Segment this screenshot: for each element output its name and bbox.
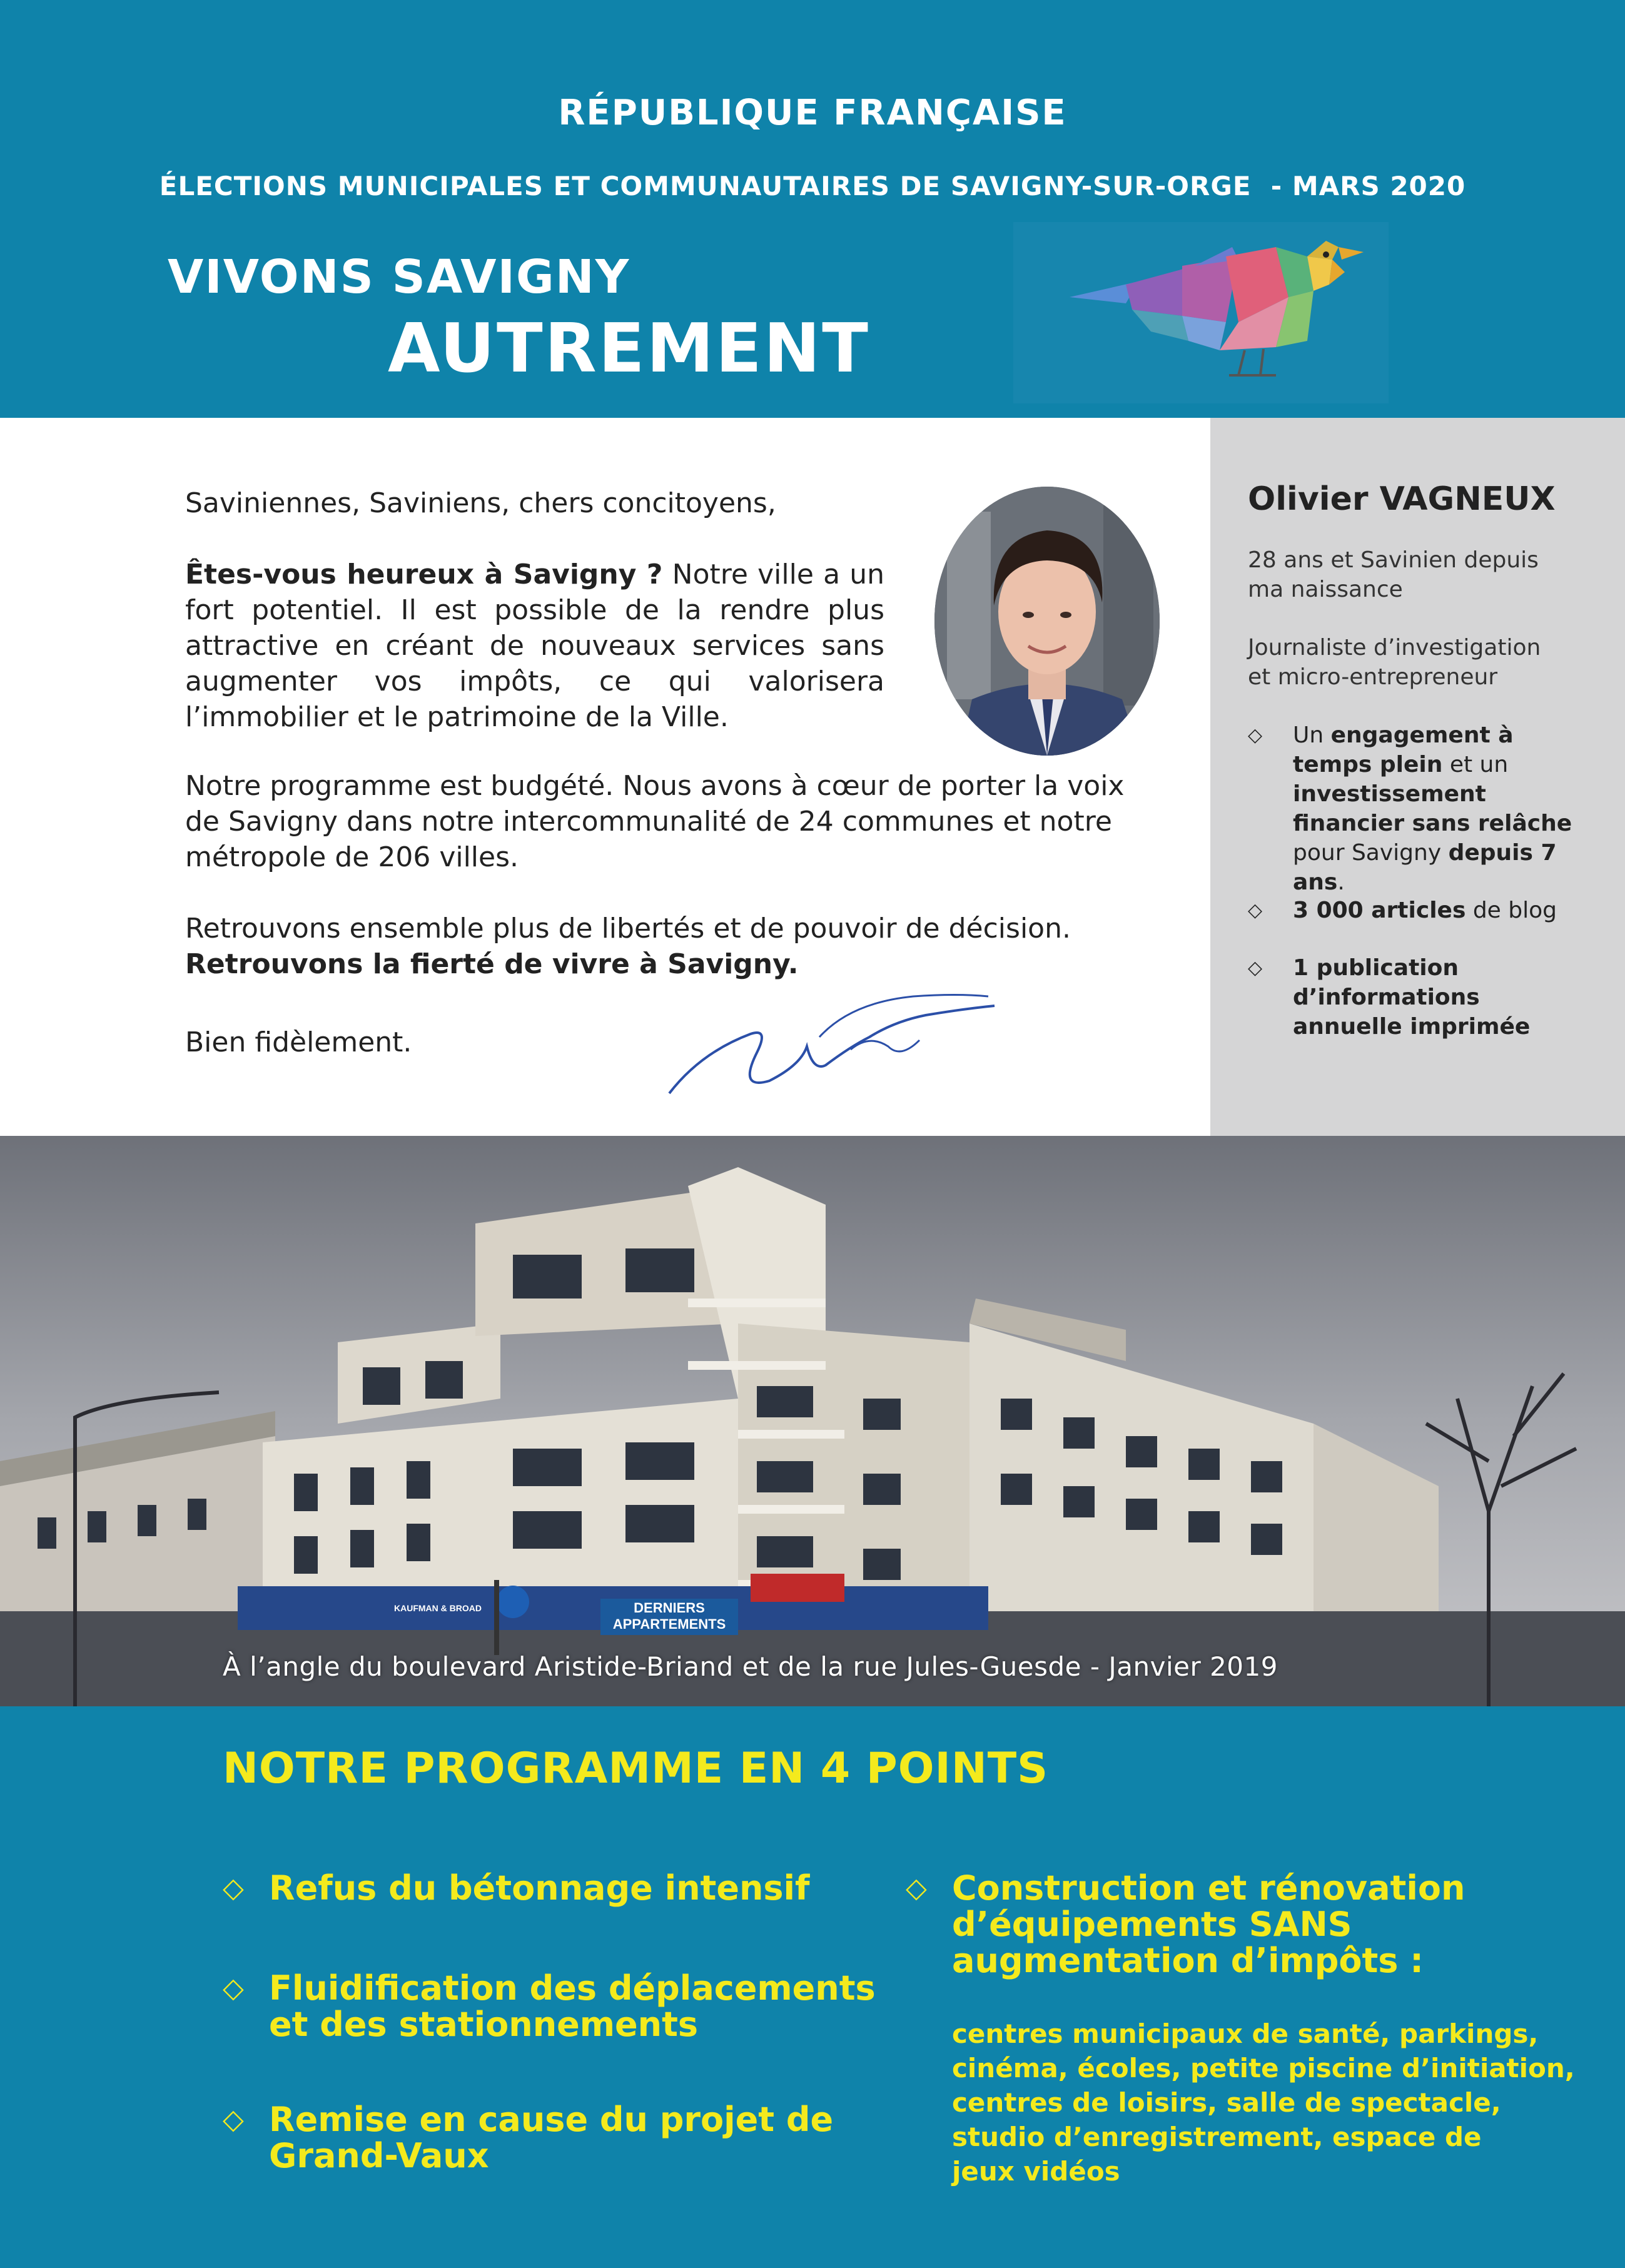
photo-caption: À l’angle du boulevard Aristide-Briand et de la rue Jules-Guesde - Janvier 2019 (223, 1651, 1278, 1682)
point-line: Fluidification des déplacements (269, 1968, 876, 2008)
sign-text: DERNIERS (634, 1600, 705, 1616)
paragraph-3-bold: Retrouvons la fierté de vivre à Savigny. (185, 948, 799, 980)
greeting: Saviniennes, Saviniens, chers concitoyens, (185, 487, 776, 519)
republic-heading: RÉPUBLIQUE FRANÇAISE (558, 93, 1067, 133)
point-line: et des stationnements (269, 2005, 699, 2044)
point-line: augmentation d’impôts : (952, 1941, 1424, 1980)
paragraph-1-text: Notre ville a un fort potentiel. Il est possible de la rendre plus attractive en créant de nouveaux services sans augmenter vos impôts, ce qui valorisera l’immobilier et le patrimoine de la Ville. (185, 559, 884, 733)
diamond-icon: ◇ (906, 1872, 927, 1904)
facilities-line: cinéma, écoles, petite piscine d’initiation, (952, 2053, 1575, 2083)
diamond-icon: ◇ (223, 2103, 244, 2135)
facilities-line: centres municipaux de santé, parkings, (952, 2018, 1539, 2049)
job-line-1: Journaliste d’investigation (1248, 635, 1541, 661)
facilities-line: jeux vidéos (952, 2156, 1120, 2187)
diamond-icon: ◇ (223, 1872, 244, 1904)
candidate-job (1248, 633, 1598, 692)
candidate-name: Olivier VAGNEUX (1248, 480, 1556, 518)
bird-icon (1013, 222, 1389, 403)
facilities-line: studio d’enregistrement, espace de (952, 2122, 1482, 2152)
candidate-sidebar (1210, 418, 1625, 1136)
point-text (952, 1870, 1465, 1979)
age-line-1: 28 ans et Savinien depuis (1248, 547, 1539, 573)
candidate-portrait (934, 487, 1160, 756)
b2-bold: 3 000 articles (1293, 898, 1466, 923)
diamond-icon: ◇ (223, 1972, 244, 2004)
header-banner (0, 0, 1625, 418)
b1-part: pour Savigny (1293, 840, 1449, 866)
programme-section (0, 1706, 1625, 2268)
b1-part: . (1337, 869, 1345, 895)
bullet-engagement (1248, 721, 1598, 895)
diamond-icon: ◇ (1248, 899, 1263, 921)
facilities-line: centres de loisirs, salle de spectacle, (952, 2087, 1501, 2118)
b2-part: de blog (1466, 898, 1557, 923)
sign-text: APPARTEMENTS (612, 1616, 726, 1632)
diamond-icon: ◇ (1248, 724, 1263, 746)
election-heading: ÉLECTIONS MUNICIPALES ET COMMUNAUTAIRES DE SAVIGNY-SUR-ORGE - MARS 2020 (159, 171, 1466, 201)
candidate-age (1248, 545, 1598, 604)
signature (663, 978, 1001, 1109)
letter-paragraph-2: Notre programme est budgété. Nous avons à cœur de porter la voix de Savigny dans notre intercommunalité de 24 communes et notre métropole de 206 villes. (185, 770, 1125, 873)
bullet-text (1293, 721, 1593, 897)
point-text: Refus du bétonnage intensif (269, 1868, 810, 1908)
bullet-text: 1 publication d’informations annuelle imprimée (1293, 955, 1531, 1040)
closing: Bien fidèlement. (185, 1026, 412, 1058)
letter-paragraph-1 (185, 557, 884, 735)
facilities-list (952, 2017, 1575, 2189)
age-line-2: ma naissance (1248, 577, 1403, 602)
point-line: Construction et rénovation (952, 1868, 1466, 1908)
b1-bold: depuis 7 ans (1293, 840, 1557, 895)
building-photo (0, 1136, 1625, 1706)
letter-section (0, 418, 1210, 1136)
question-bold: Êtes-vous heureux à Savigny ? (185, 559, 663, 590)
letter-paragraph-3 (185, 911, 1136, 982)
slogan-line1: VIVONS SAVIGNY (168, 250, 630, 304)
b1-bold: investissement financier sans relâche (1293, 781, 1572, 836)
b1-bold: engagement à temps plein (1293, 722, 1514, 777)
point-line: d’équipements SANS (952, 1905, 1352, 1944)
slogan-line2: AUTREMENT (388, 310, 870, 388)
job-line-2: et micro-entrepreneur (1248, 664, 1498, 690)
paragraph-3-line: Retrouvons ensemble plus de libertés et de pouvoir de décision. (185, 913, 1071, 944)
b1-part: et un (1442, 752, 1509, 777)
b1-part: Un (1293, 722, 1331, 748)
point-line: Grand-Vaux (269, 2136, 489, 2175)
point-text (269, 2102, 833, 2174)
diamond-icon: ◇ (1248, 957, 1263, 979)
bird-logo (1013, 222, 1389, 403)
bullet-text (1293, 896, 1593, 925)
point-text (269, 1970, 876, 2043)
point-line: Remise en cause du projet de (269, 2100, 834, 2139)
programme-title: NOTRE PROGRAMME EN 4 POINTS (223, 1744, 1049, 1793)
sign-text: KAUFMAN & BROAD (394, 1603, 482, 1613)
